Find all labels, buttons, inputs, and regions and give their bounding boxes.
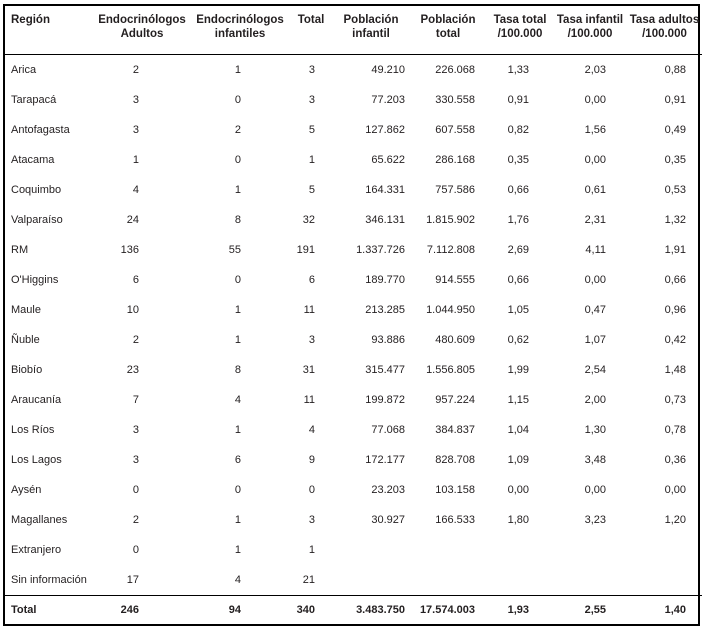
value-cell: 0,53 — [664, 184, 686, 196]
region-cell: Los Lagos — [11, 454, 62, 466]
value-cell: 3 — [308, 514, 315, 526]
header-line: Adultos — [120, 28, 164, 40]
table-row — [5, 445, 702, 475]
value-cell: 77.068 — [371, 424, 405, 436]
value-cell: 0,66 — [664, 274, 686, 286]
value-cell: 2 — [132, 64, 139, 76]
value-cell: 1 — [234, 304, 241, 316]
value-cell: 914.555 — [435, 274, 475, 286]
table-row — [5, 475, 702, 505]
value-cell: 77.203 — [371, 94, 405, 106]
value-cell: 480.609 — [435, 334, 475, 346]
value-cell: 0,73 — [664, 394, 686, 406]
value-cell: 0 — [234, 94, 241, 106]
header-line: Tasa infantil — [556, 14, 624, 26]
value-cell: 1 — [308, 544, 315, 556]
header-line: Tasa adultos — [629, 14, 700, 26]
table-row — [5, 175, 702, 205]
table-row — [5, 505, 702, 535]
value-cell: 1,99 — [507, 364, 529, 376]
value-cell: 0 — [234, 154, 241, 166]
region-cell: Aysén — [11, 484, 42, 496]
value-cell — [627, 565, 702, 596]
header-line: infantiles — [214, 28, 266, 40]
value-cell: 7 — [132, 394, 139, 406]
total-label: Total — [5, 596, 93, 625]
value-cell: 286.168 — [435, 154, 475, 166]
value-cell: 957.224 — [435, 394, 475, 406]
value-cell: 93.886 — [371, 334, 405, 346]
region-cell: Tarapacá — [11, 94, 57, 106]
header-line: Endocrinólogos — [98, 14, 186, 26]
value-cell: 9 — [308, 454, 315, 466]
value-cell: 4 — [234, 394, 241, 406]
header-line: /100.000 — [567, 28, 613, 40]
value-cell: 4,11 — [585, 244, 606, 256]
value-cell — [333, 565, 409, 596]
value-cell: 0,00 — [507, 484, 529, 496]
value-cell: 346.131 — [365, 214, 405, 226]
value-cell: 0,00 — [584, 274, 606, 286]
total-value: 17.574.003 — [409, 596, 487, 625]
value-cell: 1,20 — [664, 514, 686, 526]
value-cell: 1,56 — [584, 124, 606, 136]
value-cell — [333, 535, 409, 565]
total-value: 246 — [93, 596, 191, 625]
region-cell: Sin información — [11, 574, 87, 586]
value-cell: 1,04 — [507, 424, 529, 436]
value-cell: 0,42 — [664, 334, 686, 346]
column-header-population-child — [333, 6, 409, 55]
table-body — [5, 55, 702, 596]
value-cell: 0,00 — [664, 484, 686, 496]
value-cell: 4 — [234, 574, 241, 586]
value-cell: 0,66 — [507, 274, 529, 286]
table-row — [5, 205, 702, 235]
value-cell: 0,49 — [664, 124, 686, 136]
value-cell: 213.285 — [365, 304, 405, 316]
value-cell: 0 — [234, 274, 241, 286]
value-cell: 8 — [234, 214, 241, 226]
column-header-rate-adults — [627, 6, 702, 55]
value-cell: 0,91 — [664, 94, 686, 106]
region-cell: Antofagasta — [11, 124, 70, 136]
value-cell: 65.622 — [371, 154, 405, 166]
value-cell: 1 — [234, 334, 241, 346]
region-cell: Araucanía — [11, 394, 62, 406]
header-line: Población — [420, 14, 476, 26]
region-cell: Los Ríos — [11, 424, 55, 436]
value-cell: 0,47 — [584, 304, 606, 316]
value-cell: 1,30 — [584, 424, 606, 436]
value-cell: 4 — [132, 184, 139, 196]
value-cell: 1 — [234, 184, 241, 196]
value-cell: 1.337.726 — [356, 244, 405, 256]
value-cell: 6 — [132, 274, 139, 286]
value-cell: 0,91 — [507, 94, 529, 106]
value-cell: 166.533 — [435, 514, 475, 526]
value-cell: 384.837 — [435, 424, 475, 436]
value-cell: 0,00 — [584, 154, 606, 166]
value-cell: 10 — [126, 304, 139, 316]
table-row — [5, 85, 702, 115]
table-row — [5, 385, 702, 415]
value-cell: 3 — [308, 334, 315, 346]
value-cell: 5 — [308, 124, 315, 136]
value-cell: 23.203 — [371, 484, 405, 496]
value-cell: 0,61 — [584, 184, 606, 196]
value-cell: 2 — [132, 334, 139, 346]
value-cell: 6 — [308, 274, 315, 286]
table-row — [5, 295, 702, 325]
value-cell: 1,07 — [584, 334, 606, 346]
value-cell: 3,48 — [584, 454, 606, 466]
value-cell: 3 — [308, 64, 315, 76]
value-cell: 0,35 — [507, 154, 529, 166]
column-header-rate-child — [553, 6, 627, 55]
value-cell: 1,48 — [664, 364, 686, 376]
value-cell: 2,54 — [584, 364, 606, 376]
header-line: infantil — [352, 28, 390, 40]
table-row — [5, 145, 702, 175]
table-row — [5, 55, 702, 86]
header-line: Endocrinólogos — [196, 14, 284, 26]
value-cell: 4 — [308, 424, 315, 436]
total-value: 340 — [289, 596, 333, 625]
value-cell: 127.862 — [365, 124, 405, 136]
value-cell: 1 — [132, 154, 139, 166]
value-cell: 2 — [234, 124, 241, 136]
value-cell: 136 — [120, 244, 139, 256]
value-cell: 226.068 — [435, 64, 475, 76]
region-cell: Coquimbo — [11, 184, 62, 196]
value-cell: 1.556.805 — [426, 364, 475, 376]
total-value: 1,40 — [627, 596, 702, 625]
region-cell: Biobío — [11, 364, 43, 376]
region-cell: Magallanes — [11, 514, 68, 526]
header-line: Total — [297, 14, 325, 26]
value-cell: 1.815.902 — [426, 214, 475, 226]
value-cell: 6 — [234, 454, 241, 466]
column-header-region — [5, 6, 93, 55]
value-cell: 1 — [308, 154, 315, 166]
value-cell: 0 — [132, 544, 139, 556]
value-cell: 189.770 — [365, 274, 405, 286]
region-cell: Maule — [11, 304, 41, 316]
value-cell: 1,05 — [507, 304, 529, 316]
value-cell: 1,76 — [507, 214, 529, 226]
value-cell: 2,00 — [584, 394, 606, 406]
value-cell: 49.210 — [371, 64, 405, 76]
table-row — [5, 265, 702, 295]
value-cell: 315.477 — [365, 364, 405, 376]
value-cell: 0,62 — [507, 334, 529, 346]
value-cell — [553, 535, 627, 565]
value-cell: 0,88 — [664, 64, 686, 76]
value-cell: 172.177 — [365, 454, 405, 466]
value-cell: 1 — [234, 424, 241, 436]
value-cell: 607.558 — [435, 124, 475, 136]
value-cell — [409, 535, 487, 565]
value-cell: 1,32 — [664, 214, 686, 226]
value-cell: 0,66 — [507, 184, 529, 196]
total-value: 3.483.750 — [333, 596, 409, 625]
value-cell: 1.044.950 — [426, 304, 475, 316]
column-header-total — [289, 6, 333, 55]
value-cell: 1,80 — [507, 514, 529, 526]
value-cell: 21 — [302, 574, 315, 586]
header-line: Región — [11, 14, 50, 26]
value-cell: 1,91 — [664, 244, 686, 256]
value-cell: 0,35 — [664, 154, 686, 166]
value-cell: 55 — [228, 244, 241, 256]
header-line: /100.000 — [497, 28, 543, 40]
value-cell: 2,03 — [584, 64, 606, 76]
value-cell: 0,78 — [664, 424, 686, 436]
value-cell: 32 — [302, 214, 315, 226]
value-cell — [487, 535, 553, 565]
table-row — [5, 115, 702, 145]
value-cell — [553, 565, 627, 596]
value-cell: 17 — [126, 574, 139, 586]
region-cell: RM — [11, 244, 29, 256]
value-cell: 1,15 — [507, 394, 529, 406]
table-row — [5, 565, 702, 596]
region-cell: Atacama — [11, 154, 55, 166]
table-row — [5, 535, 702, 565]
value-cell — [487, 565, 553, 596]
region-cell: Extranjero — [11, 544, 62, 556]
value-cell: 3 — [132, 454, 139, 466]
value-cell: 103.158 — [435, 484, 475, 496]
value-cell: 11 — [303, 304, 315, 316]
value-cell: 2,69 — [507, 244, 529, 256]
value-cell: 30.927 — [371, 514, 405, 526]
column-header-rate-total — [487, 6, 553, 55]
table-row — [5, 355, 702, 385]
value-cell: 0,82 — [507, 124, 529, 136]
value-cell: 2 — [132, 514, 139, 526]
total-value: 2,55 — [553, 596, 627, 625]
value-cell: 0 — [308, 484, 315, 496]
value-cell: 23 — [126, 364, 139, 376]
total-row — [5, 596, 702, 625]
value-cell: 24 — [126, 214, 139, 226]
region-cell: O'Higgins — [11, 274, 59, 286]
value-cell: 3 — [308, 94, 315, 106]
value-cell: 3,23 — [584, 514, 606, 526]
value-cell: 3 — [132, 124, 139, 136]
table-row — [5, 235, 702, 265]
region-cell: Ñuble — [11, 334, 40, 346]
table-row — [5, 325, 702, 355]
value-cell: 757.586 — [435, 184, 475, 196]
value-cell: 0,36 — [664, 454, 686, 466]
table-frame — [3, 4, 700, 626]
value-cell — [627, 535, 702, 565]
column-header-endo-adults — [93, 6, 191, 55]
value-cell: 1,09 — [507, 454, 529, 466]
header-row — [5, 6, 702, 55]
value-cell — [409, 565, 487, 596]
value-cell: 2,31 — [584, 214, 606, 226]
value-cell: 8 — [234, 364, 241, 376]
value-cell: 3 — [132, 94, 139, 106]
value-cell: 31 — [302, 364, 315, 376]
value-cell: 191 — [296, 244, 315, 256]
value-cell: 199.872 — [365, 394, 405, 406]
value-cell: 7.112.808 — [426, 244, 475, 256]
value-cell: 5 — [308, 184, 315, 196]
value-cell: 828.708 — [435, 454, 475, 466]
value-cell: 1,33 — [507, 64, 529, 76]
region-cell: Arica — [11, 64, 37, 76]
value-cell: 330.558 — [435, 94, 475, 106]
value-cell: 1 — [234, 544, 241, 556]
column-header-population-total — [409, 6, 487, 55]
total-value: 1,93 — [487, 596, 553, 625]
endocrinologists-by-region-table — [5, 6, 702, 624]
region-cell: Valparaíso — [11, 214, 63, 226]
value-cell: 0,96 — [664, 304, 686, 316]
table-row — [5, 415, 702, 445]
value-cell: 0,00 — [584, 484, 606, 496]
header-line: /100.000 — [642, 28, 687, 40]
value-cell: 1 — [234, 64, 241, 76]
value-cell: 11 — [303, 394, 315, 406]
value-cell: 1 — [234, 514, 241, 526]
value-cell: 3 — [132, 424, 139, 436]
value-cell: 0,00 — [584, 94, 606, 106]
value-cell: 0 — [132, 484, 139, 496]
header-line: Tasa total — [493, 14, 547, 26]
header-line: total — [435, 28, 461, 40]
column-header-endo-pediatric — [191, 6, 289, 55]
total-value: 94 — [191, 596, 289, 625]
value-cell: 0 — [234, 484, 241, 496]
value-cell: 164.331 — [365, 184, 405, 196]
header-line: Población — [343, 14, 399, 26]
